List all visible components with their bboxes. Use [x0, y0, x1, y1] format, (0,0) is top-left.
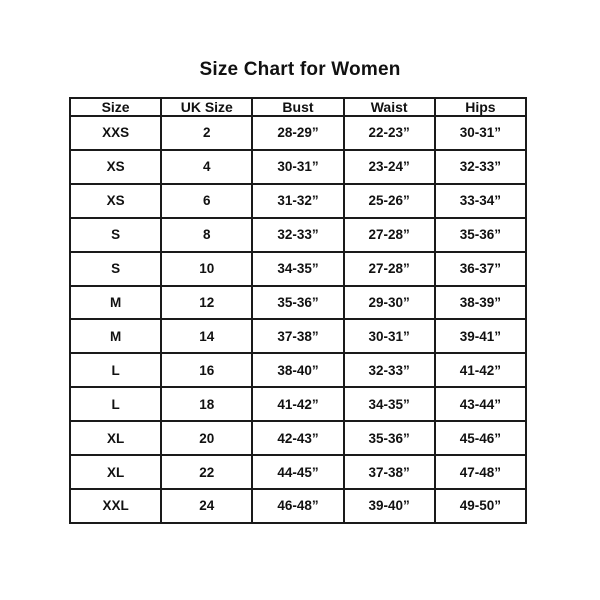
table-cell: 32-33”	[252, 218, 343, 252]
table-cell: 29-30”	[344, 286, 435, 320]
table-row	[70, 218, 526, 252]
table-cell: 45-46”	[435, 421, 526, 455]
table-row	[70, 116, 526, 150]
table-cell: 44-45”	[252, 455, 343, 489]
table-cell: 12	[161, 286, 252, 320]
table-cell: 38-40”	[252, 353, 343, 387]
table-cell: 35-36”	[344, 421, 435, 455]
table-cell: 27-28”	[344, 218, 435, 252]
table-cell: 10	[161, 252, 252, 286]
table-header	[70, 98, 526, 116]
table-cell: 38-39”	[435, 286, 526, 320]
column-header-uk-size: UK Size	[161, 98, 252, 116]
table-cell: 18	[161, 387, 252, 421]
table-row	[70, 184, 526, 218]
table-cell: S	[70, 218, 161, 252]
table-cell: 6	[161, 184, 252, 218]
table-cell: 16	[161, 353, 252, 387]
table-cell: 34-35”	[344, 387, 435, 421]
table-cell: 41-42”	[435, 353, 526, 387]
table-body	[70, 116, 526, 523]
table-row	[70, 319, 526, 353]
table-cell: L	[70, 387, 161, 421]
table-cell: 43-44”	[435, 387, 526, 421]
table-cell: 33-34”	[435, 184, 526, 218]
table-row	[70, 455, 526, 489]
table-cell: 35-36”	[252, 286, 343, 320]
table-cell: XXL	[70, 489, 161, 523]
table-cell: 47-48”	[435, 455, 526, 489]
table-row	[70, 252, 526, 286]
table-row	[70, 150, 526, 184]
table-cell: M	[70, 319, 161, 353]
table-cell: 37-38”	[344, 455, 435, 489]
table-cell: 28-29”	[252, 116, 343, 150]
column-header-waist: Waist	[344, 98, 435, 116]
table-cell: XS	[70, 150, 161, 184]
table-cell: 32-33”	[435, 150, 526, 184]
table-cell: 14	[161, 319, 252, 353]
table-cell: XL	[70, 455, 161, 489]
table-cell: 4	[161, 150, 252, 184]
table-cell: 41-42”	[252, 387, 343, 421]
table-cell: 31-32”	[252, 184, 343, 218]
table-cell: 39-41”	[435, 319, 526, 353]
table-cell: 49-50”	[435, 489, 526, 523]
table-cell: S	[70, 252, 161, 286]
table-row	[70, 286, 526, 320]
table-cell: XXS	[70, 116, 161, 150]
table-cell: 42-43”	[252, 421, 343, 455]
table-cell: 24	[161, 489, 252, 523]
table-cell: 37-38”	[252, 319, 343, 353]
table-cell: 22-23”	[344, 116, 435, 150]
table-cell: 23-24”	[344, 150, 435, 184]
table-cell: 30-31”	[252, 150, 343, 184]
table-cell: 30-31”	[344, 319, 435, 353]
table-cell: 22	[161, 455, 252, 489]
column-header-bust: Bust	[252, 98, 343, 116]
table-cell: 8	[161, 218, 252, 252]
table-row	[70, 387, 526, 421]
table-cell: 36-37”	[435, 252, 526, 286]
table-cell: 20	[161, 421, 252, 455]
table-cell: 35-36”	[435, 218, 526, 252]
table-cell: XL	[70, 421, 161, 455]
table-row	[70, 353, 526, 387]
table-cell: 25-26”	[344, 184, 435, 218]
table-cell: 46-48”	[252, 489, 343, 523]
table-cell: M	[70, 286, 161, 320]
page-title: Size Chart for Women	[199, 59, 401, 80]
table-cell: 39-40”	[344, 489, 435, 523]
table-cell: 32-33”	[344, 353, 435, 387]
table-cell: 30-31”	[435, 116, 526, 150]
table-cell: 27-28”	[344, 252, 435, 286]
column-header-size: Size	[70, 98, 161, 116]
table-cell: 2	[161, 116, 252, 150]
header-row	[70, 98, 526, 116]
table-cell: 34-35”	[252, 252, 343, 286]
size-chart-table	[69, 97, 527, 524]
table-row	[70, 489, 526, 523]
column-header-hips: Hips	[435, 98, 526, 116]
table-cell: L	[70, 353, 161, 387]
table-cell: XS	[70, 184, 161, 218]
table-row	[70, 421, 526, 455]
